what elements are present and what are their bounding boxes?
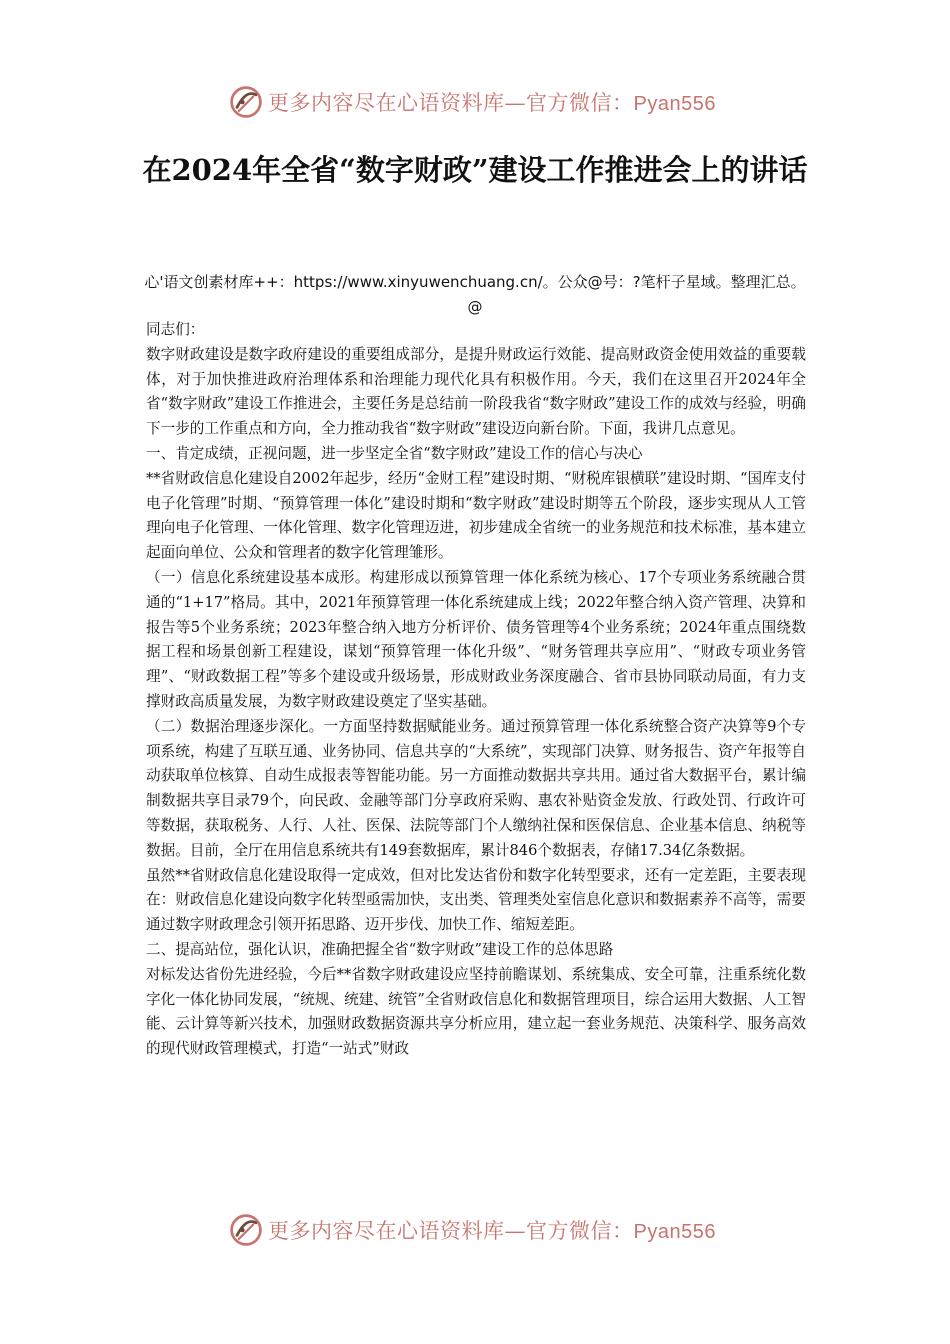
body-paragraph: 对标发达省份先进经验，今后**省数字财政建设应坚持前瞻谋划、系统集成、安全可靠，注重系统化数字化一体化协同发展，“统规、统建、统管”全省财政信息化和数据管理项目，综合运用大数据、人工智能、云计算等新兴技术，加强财政数据资源共享分析应用，建立起一套业务规范、决策科学、服务高效的现代财政管理模式，打造“一站式”财政 <box>146 965 806 1058</box>
body-paragraph: 虽然**省财政信息化建设取得一定成效，但对比发达省份和数字化转型要求，还有一定差距，主要表现在：财政信息化建设向数字化转型亟需加快，支出类、管理类处室信息化意识和数据素养不高等，需要通过数字财政理念引领开拓思路、迈开步伐、加快工作、缩短差距。 <box>146 866 806 934</box>
brand-logo-icon <box>228 1212 264 1248</box>
wechat-id: Pyan556 <box>633 1221 716 1243</box>
footer-watermark-banner <box>0 1210 950 1250</box>
body-paragraph: （二）数据治理逐步深化。一方面坚持数据赋能业务。通过预算管理一体化系统整合资产决算等9个专项系统，构建了互联互通、业务协同、信息共享的“大系统”，实现部门决算、财务报告、资产年报等自动获取单位核算、自动生成报表等智能功能。另一方面推动数据共享共用。通过省大数据平台，累计编制数据共享目录79个，向民政、金融等部门分享政府采购、惠农补贴资金发放、行政处罚、行政许可等数据，获取税务、人行、人社、医保、法院等部门个人缴纳社保和医保信息、企业基本信息、纳税等数据。目前，全厅在用信息系统共有149套数据库，累计846个数据表，存储17.34亿条数据。 <box>146 717 806 859</box>
section-heading: 一、肯定成绩，正视问题，进一步坚定全省“数字财政”建设工作的信心与决心 <box>146 444 643 462</box>
brand-logo-icon <box>228 84 264 120</box>
body-paragraph: 数字财政建设是数字政府建设的重要组成部分，是提升财政运行效能、提高财政资金使用效益的重要载体，对于加快推进政府治理体系和治理能力现代化具有积极作用。今天，我们在这里召开2024年全省“数字财政”建设工作推进会，主要任务是总结前一阶段我省“数字财政”建设工作的成效与经验，明确下一步的工作重点和方向，全力推动我省“数字财政”建设迈向新台阶。下面，我讲几点意见。 <box>146 345 806 438</box>
source-line: 心'语文创素材库++：https://www.xinyuwenchuang.cn/。公众@号：?笔杆子星域。整理汇总。@ <box>144 273 806 316</box>
wechat-id: Pyan556 <box>633 93 716 115</box>
header-watermark-banner <box>0 82 950 122</box>
document-title: 在2024年全省“数字财政”建设工作推进会上的讲话 <box>142 153 808 187</box>
body-paragraph: **省财政信息化建设自2002年起步，经历“金财工程”建设时期、“财税库银横联”建设时期、“国库支付电子化管理”时期、“预算管理一体化”建设时期和“数字财政”建设时期等五个阶段，逐步实现从人工管理向电子化管理、一体化管理、数字化管理迈进，初步建成全省统一的业务规范和技术标准，基本建立起面向单位、公众和管理者的数字化管理雏形。 <box>146 469 806 562</box>
document-body <box>146 318 806 1062</box>
banner-text: 更多内容尽在心语资料库—官方微信：Pyan556 <box>268 91 716 115</box>
body-paragraph: （一）信息化系统建设基本成形。构建形成以预算管理一体化系统为核心、17个专项业务系统融合贯通的“1+17”格局。其中，2021年预算管理一体化系统建成上线；2022年整合纳入资产管理、决算和报告等5个业务系统；2023年整合纳入地方分析评价、债务管理等4个业务系统；2024年重点围绕数据工程和场景创新工程建设，谋划“预算管理一体化升级”、“财务管理共享应用”、“财政专项业务管理”、“财政数据工程”等多个建设或升级场景，形成财政业务深度融合、省市县协同联动局面，有力支撑财政高质量发展，为数字财政建设奠定了坚实基础。 <box>146 568 806 710</box>
salutation: 同志们： <box>146 321 205 338</box>
section-heading: 二、提高站位，强化认识，准确把握全省“数字财政”建设工作的总体思路 <box>146 940 614 958</box>
banner-text: 更多内容尽在心语资料库—官方微信：Pyan556 <box>268 1219 716 1243</box>
